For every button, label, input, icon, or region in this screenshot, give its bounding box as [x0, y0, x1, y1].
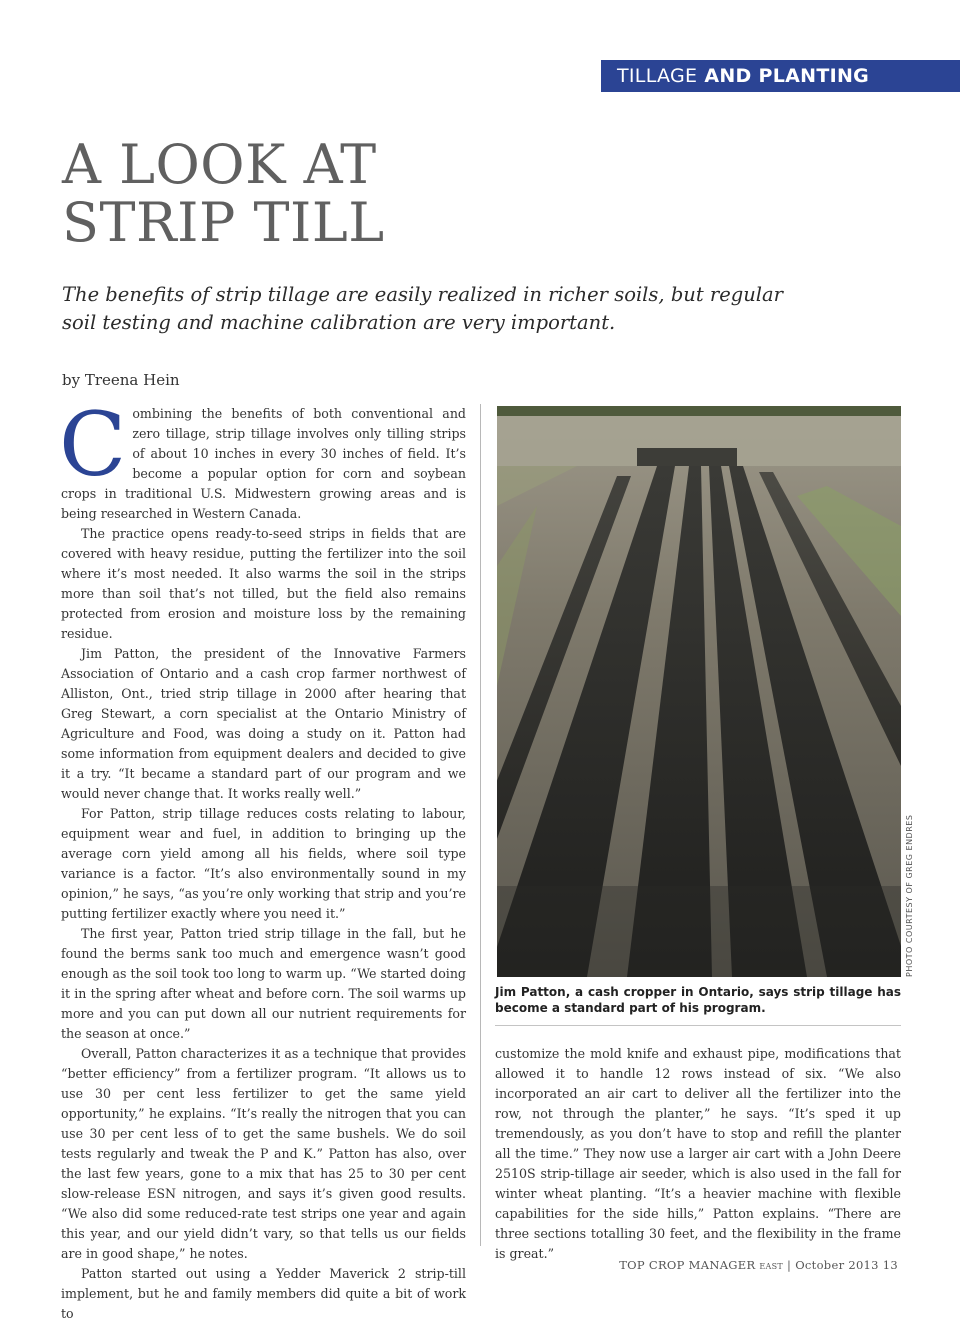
article-paragraph: Jim Patton, the president of the Innovative Farmers Association of Ontario and a cash crop farmer northwest of Alliston, Ont., tried strip tillage in 2000 after hearing that Greg Stewart, a corn specialist at the Ontario Ministry of Agriculture and Food, was doing a study on it. Patton had some information from equipment dealers and decided to give it a try. “It became a standard part of our program and we would never change that. It works really well.”: [61, 646, 466, 801]
section-label-light: TILLAGE: [617, 65, 698, 87]
headline-line-1: A LOOK AT: [62, 133, 377, 196]
caption-divider: [495, 1025, 901, 1026]
article-paragraph: Overall, Patton characterizes it as a technique that provides “better efficiency” from a fertilizer program. “It allows us to use 30 per cent less fertilizer to get the same yield opportunity,” he explains. “It’s really the nitrogen that you can use 30 per cent less of to get the same bushels. We do soil tests regularly and tweak the P and K.” Patton has also, over the last few years, gone to a mix that has 25 to 30 per cent slow-release ESN nitrogen, and says it’s given good results. “We also did some reduced-rate test strips one year and again this year, and our yield didn’t vary, so that tells us our fields are in good shape,” he notes.: [61, 1046, 466, 1261]
article-paragraph: The first year, Patton tried strip tillage in the fall, but he found the berms sank too much and emergence wasn’t good enough as the soil took too long to warm up. “We started doing it in the spring after wheat and before corn. The soil warms up more and you can put down all our nutrient requirements for the season at once.”: [61, 926, 466, 1041]
article-paragraph: For Patton, strip tillage reduces costs relating to labour, equipment wear and fuel, in addition to bringing up the average corn yield among all his fields, where soil type variance is a factor. “It’s also environmentally sound in my opinion,” he says, “as you’re only working that strip and you’re putting fertilizer exactly where you need it.”: [61, 806, 466, 921]
article-deck: The benefits of strip tillage are easily realized in richer soils, but regular soil testing and machine calibration are very important.: [62, 283, 783, 334]
page-number: 13: [882, 1258, 898, 1272]
footer-date: October 2013: [795, 1258, 879, 1272]
byline: by Treena Hein: [62, 371, 180, 389]
section-header: [601, 60, 960, 92]
column-divider: [480, 404, 481, 1246]
paragraph-text: ombining the benefits of both conventional and zero tillage, strip tillage involves only tilling strips of about 10 inches in every 30 inches of field. It’s become a popular option for corn and soybean crops in traditional U.S. Midwestern growing areas and is being researched in Western Canada.: [61, 406, 466, 521]
drop-cap: C: [59, 393, 127, 496]
page-footer: [619, 1258, 898, 1272]
strip-till-field-image: [497, 406, 901, 977]
footer-separator: |: [787, 1258, 792, 1272]
article-paragraph: Patton started out using a Yedder Maverick 2 strip-till implement, but he and family members did quite a bit of work to: [61, 1266, 466, 1321]
article-column-left: [59, 393, 466, 1324]
article-headline: [62, 133, 385, 254]
article-column-right: [495, 1044, 901, 1264]
article-paragraph: [59, 393, 466, 524]
footer-edition: EAST: [759, 1262, 784, 1271]
photo-caption: Jim Patton, a cash cropper in Ontario, says strip tillage has become a standard part of his program.: [495, 985, 901, 1015]
photo-credit: PHOTO COURTESY OF GREG ENDRES: [905, 814, 914, 977]
section-label-bold: AND PLANTING: [704, 65, 870, 87]
field-photo: [497, 406, 901, 977]
article-paragraph: The practice opens ready-to-seed strips in fields that are covered with heavy residue, putting the fertilizer into the soil where it’s most needed. It also warms the soil in the strips more than soil that’s not tilled, but the field also remains protected from erosion and moisture loss by the remaining residue.: [61, 526, 466, 641]
article-paragraph: customize the mold knife and exhaust pipe, modifications that allowed it to handle 12 rows instead of six. “We also incorporated an air cart to deliver all the fertilizer into the row, not through the planter,” he says. “It’s sped it up tremendously, as you don’t have to stop and refill the planter all the time.” They now use a larger air cart with a John Deere 2510S strip-tillage air seeder, which is also used in the fall for winter wheat planting. “It’s a heavier machine with flexible capabilities for the side hills,” Patton explains. “There are three sections totalling 30 feet, and the flexibility in the frame is great.”: [495, 1046, 901, 1261]
headline-line-2: STRIP TILL: [62, 191, 385, 254]
footer-publication: TOP CROP MANAGER: [619, 1258, 756, 1272]
